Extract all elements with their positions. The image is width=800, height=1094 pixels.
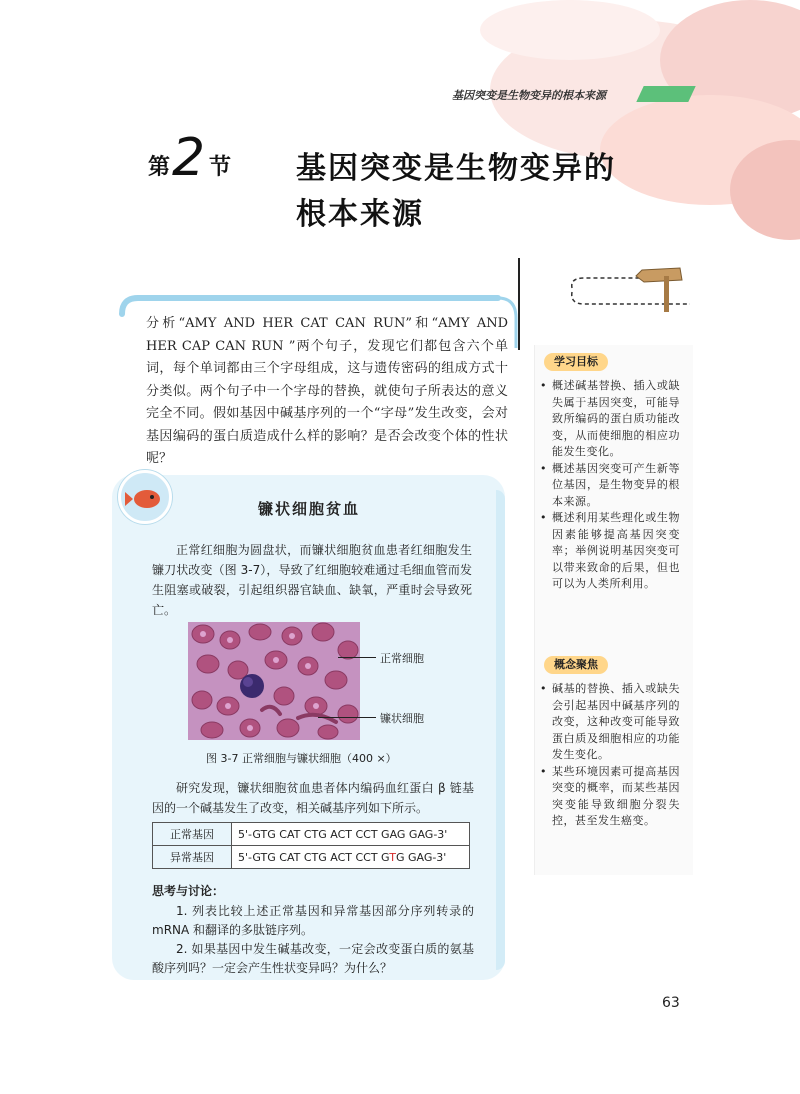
leader-line-sickle	[318, 717, 376, 718]
list-item: • 某些环境因素可提高基因突变的概率，而某些基因突变能导致细胞分裂失控，甚至发生癌变。	[540, 764, 680, 830]
case-panel-edge	[496, 490, 505, 970]
mutated-base: T	[389, 850, 396, 864]
discussion-question-1: 1. 列表比较上述正常基因和异常基因部分序列转录的 mRNA 和翻译的多肽链序列。	[152, 904, 474, 937]
sequence-text: 5'-GTG CAT CTG ACT CCT G	[238, 850, 390, 864]
row-label: 正常基因	[153, 823, 232, 846]
gene-sequence-table	[152, 822, 470, 869]
concept-focus-list	[540, 681, 680, 830]
discussion-heading: 思考与讨论：	[152, 884, 225, 898]
row-label: 异常基因	[153, 846, 232, 869]
list-item: • 碱基的替换、插入或缺失会引起基因中碱基序列的改变，这种改变可能导致蛋白质及细胞相应的功能发生变化。	[540, 681, 680, 764]
discussion-question-2: 2. 如果基因中发生碱基改变，一定会改变蛋白质的氨基酸序列吗？一定会产生性状变异吗？为什么？	[152, 942, 474, 975]
fish-icon	[118, 470, 172, 524]
label-normal-cell: 正常细胞	[380, 652, 424, 665]
sequence-cell	[232, 823, 470, 846]
blood-cell-micrograph	[188, 622, 360, 740]
section-prefix: 第	[148, 155, 171, 180]
sequence-text: 5'-GTG CAT CTG ACT CCT GAG GAG-3'	[238, 827, 448, 841]
label-sickle-cell: 镰状细胞	[380, 712, 424, 725]
running-title: 基因突变是生物变异的根本来源	[452, 89, 606, 102]
section-title-line1: 基因突变是生物变异的	[296, 151, 616, 186]
sequence-cell	[232, 846, 470, 869]
discussion-questions	[152, 902, 474, 978]
section-number: 2	[172, 128, 206, 188]
list-item: • 概述碱基替换、插入或缺失属于基因突变，可能导致所编码的蛋白质功能改变，从而使细胞的相应功能发生变化。	[540, 378, 680, 461]
learning-goals-badge: 学习目标	[544, 353, 608, 371]
leader-line-normal	[338, 657, 376, 658]
section-title	[296, 146, 656, 238]
page-number: 63	[662, 995, 680, 1011]
case-description: 正常红细胞为圆盘状，而镰状细胞贫血患者红细胞发生镰刀状改变（图 3-7），导致了红细胞较难通过毛细血管而发生阻塞或破裂，引起组织器官缺血、缺氧，严重时会导致死亡。	[152, 543, 472, 617]
table-row	[153, 823, 470, 846]
divider-line	[518, 258, 520, 350]
learning-goals-list	[540, 378, 680, 593]
case-title: 镰状细胞贫血	[258, 500, 361, 518]
concept-focus-badge: 概念聚焦	[544, 656, 608, 674]
table-row	[153, 846, 470, 869]
signpost-icon	[570, 264, 700, 314]
section-title-line2: 根本来源	[296, 197, 424, 232]
figure-caption: 图 3-7 正常细胞与镰状细胞（400 ×）	[206, 752, 397, 765]
section-suffix: 节	[209, 155, 232, 180]
list-item: • 概述基因突变可产生新等位基因，是生物变异的根本来源。	[540, 461, 680, 511]
sequence-text: G GAG-3'	[395, 850, 447, 864]
research-paragraph: 研究发现，镰状细胞贫血患者体内编码血红蛋白 β 链基因的一个碱基发生了改变，相关碱基序列如下所示。	[152, 781, 474, 815]
header-accent-bar	[636, 86, 695, 102]
list-item: • 概述利用某些理化或生物因素能够提高基因突变率；举例说明基因突变可以带来致命的后果，但也可以为人类所利用。	[540, 510, 680, 593]
intro-paragraph: 分析“AMY AND HER CAT CAN RUN”和“AMY AND HER CAP CAN RUN ”两个句子，发现它们都包含六个单词，每个单词都由三个字母组成，这与遗传密码的组成方式十分类似。两个句子中一个字母的替换，就使句子所表达的意义完全不同。假如基因中碱基序列的一个“字母”发生改变，会对基因编码的蛋白质造成什么样的影响？是否会改变个体的性状呢？	[146, 316, 508, 466]
